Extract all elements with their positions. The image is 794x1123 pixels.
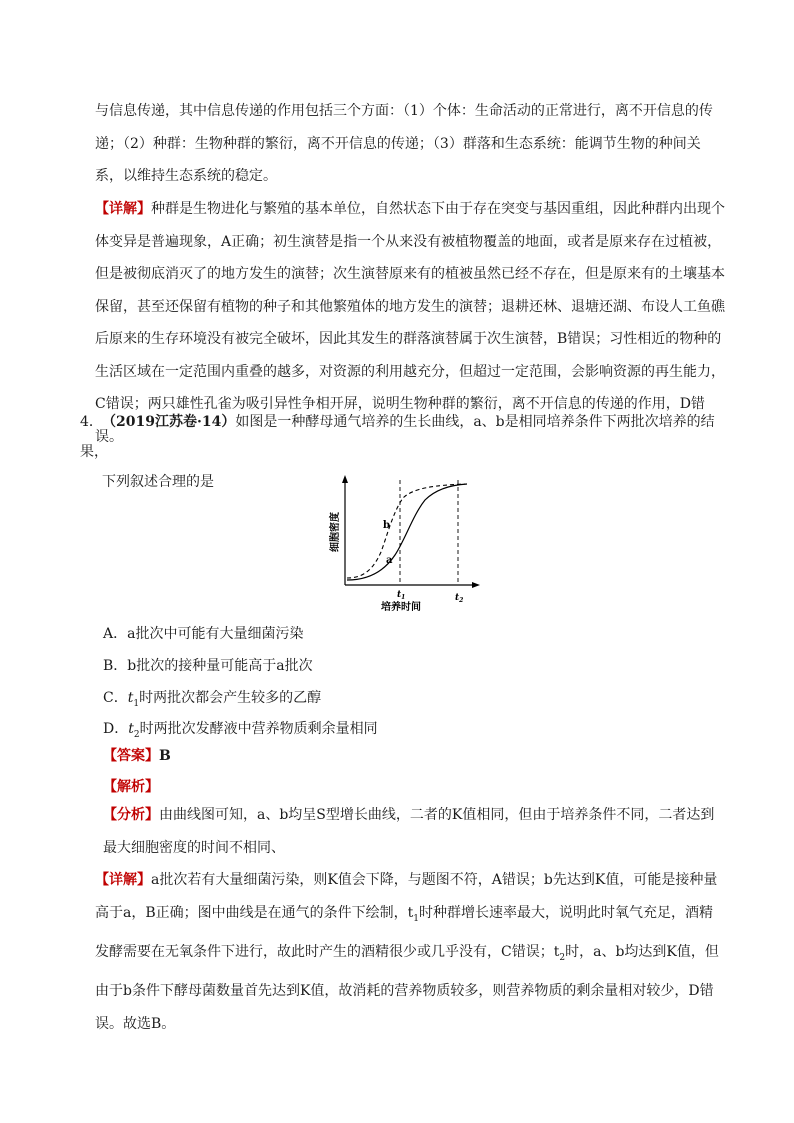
intro-paragraph (95, 95, 725, 193)
x-axis-arrow (472, 582, 480, 588)
answer-value: B (159, 748, 171, 764)
detail2-t2: t (553, 943, 560, 960)
option-d-prefix: D． (103, 721, 129, 737)
intro-text: 与信息传递，其中信息传递的作用包括三个方面：（1）个体：生命活动的正常进行，离不开信息的传递；（2）种群：生物种群的繁衍，离不开信息的传递；（3）群落和生态系统：能调节生物的种间关系，以维持生态系统的稳定。 (95, 103, 713, 184)
question-text-line1: 如图是一种酵母通气培养的生长曲线，a、b是相同培养条件下两批次培养的结果， (80, 414, 715, 460)
question-source: （2019江苏卷·14） (102, 414, 236, 430)
answer-tag: 【答案】 (103, 748, 159, 764)
option-a (103, 624, 303, 644)
option-c (103, 688, 321, 714)
y-axis-label: 细胞密度 (330, 512, 341, 552)
y-axis-arrow (342, 475, 348, 483)
detail2-text-3: 时，a、b均达到K值，但由于b条件下酵母菌数量首先达到K值，故消耗的营养物质较多，则营养物质的剩余量相对较少，D错误。故选B。 (95, 943, 719, 1032)
analysis-title-text: 【解析】 (103, 779, 159, 795)
option-d-sub: 2 (133, 729, 140, 740)
question-number: 4． (80, 414, 103, 430)
analysis-title (103, 777, 159, 797)
detail2-t2-sub: 2 (559, 952, 566, 963)
detail2-tag: 【详解】 (95, 872, 151, 888)
option-c-sub: 1 (133, 698, 140, 709)
option-b-text: B．b批次的接种量可能高于a批次 (103, 658, 313, 674)
option-c-text: 时两批次都会产生较多的乙醇 (139, 690, 322, 706)
detail2-t1-sub: 1 (413, 913, 420, 924)
curve-b-label: b (383, 520, 390, 531)
option-b (103, 656, 313, 676)
curve-a-label: a (386, 555, 393, 566)
detail2-paragraph (95, 864, 725, 1041)
option-c-t: t (127, 690, 134, 706)
x-axis-label: 培养时间 (381, 602, 421, 613)
analysis-tag: 【分析】 (103, 807, 159, 823)
t1-label: $t_1$ (397, 590, 406, 601)
option-d (103, 719, 378, 745)
question-text-line2: 下列叙述合理的是 (102, 474, 214, 490)
detail2-t1: t (407, 905, 414, 921)
detail2-text-1: a批次若有大量细菌污染，则K值会下降，与题图不符，A错误；b先达到K值，可能是接种量高于a，B正确；图中曲线是在通气的条件下绘制， (95, 872, 718, 921)
answer-line (103, 746, 171, 766)
analysis-text: 由曲线图可知，a、b均呈S型增长曲线，二者的K值相同，但由于培养条件不同，二者达到最大细胞密度的时间不相同、 (103, 807, 715, 856)
option-a-text: A．a批次中可能有大量细菌污染 (103, 626, 304, 642)
option-c-prefix: C． (103, 690, 128, 706)
growth-curve-figure (325, 470, 485, 615)
detail1-text: 种群是生物进化与繁殖的基本单位，自然状态下由于存在突变与基因重组，因此种群内出现个体变异是普遍现象，A正确；初生演替是指一个从来没有被植物覆盖的地面，或者是原来存在过植被，但是被彻底消灭了的地方发生的演替；次生演替原来有的植被虽然已经不存在，但是原来有的土壤基本保留，甚至还保留有植物的种子和其他繁殖体的地方发生的演替；退耕还林、退塘还湖、布设人工鱼礁后原来的生存环境没有被完全破坏，因此其发生的群落演替属于次生演替，B错误；习性相近的物种的生活区域在一定范围内重叠的越多，对资源的利用越充分，但超过一定范围，会影响资源的再生能力，C错误；两只雄性孔雀为吸引异性争相开屏，说明生物种群的繁衍，离不开信息的传递的作用，D错误。 (95, 201, 725, 445)
t2-label: $t_2$ (455, 593, 464, 604)
option-d-t: t (128, 721, 134, 737)
detail2-text-2: 时种群增长速率最大，说明此时氧气充足，酒精发酵需要在无氧条件下进行，故此时产生的酒精很少或几乎没有，C错误； (95, 905, 714, 960)
curve-a (347, 484, 467, 580)
option-d-text: 时两批次发酵液中营养物质剩余量相同 (139, 721, 378, 737)
analysis-paragraph (103, 799, 723, 865)
detail1-tag: 【详解】 (95, 201, 151, 217)
